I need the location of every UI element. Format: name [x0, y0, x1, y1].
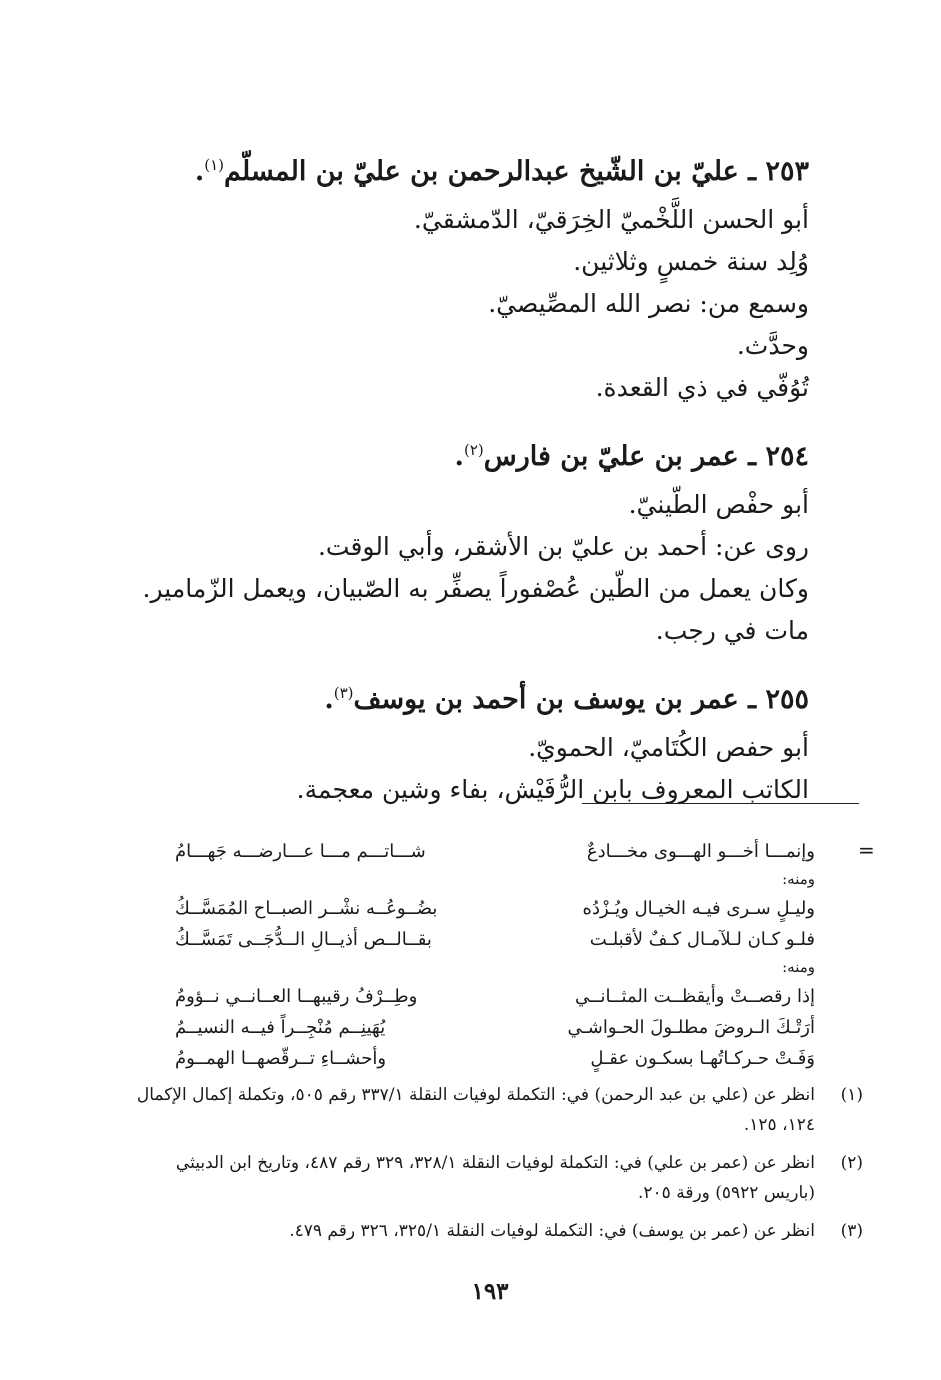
footnote-ref[interactable]: (٢): [463, 441, 484, 459]
entry-line: الكاتب المعروف بابن الرُّفَيْش، بفاء وشين معجمة.: [296, 775, 809, 804]
verse-first-hemistich: فلـو كـان لـلآمـال كـفٌ لأقبلـت: [589, 929, 815, 950]
entry-heading: [119, 138, 809, 199]
verse-first-hemistich: وليـلٍ سـرى فيـه الخيـال ويُـزْدُه: [582, 898, 815, 919]
footnote-separator: [582, 803, 859, 804]
footnote: [133, 1148, 863, 1208]
verse-label: ومنه:: [782, 958, 815, 976]
verse: [175, 893, 815, 924]
entry-line: مات في رجب.: [655, 616, 809, 645]
verse: [175, 836, 815, 867]
verse-first-hemistich: إذا رقصــتْ وأيقظــت المثــانــي: [574, 986, 815, 1007]
verse: [175, 924, 815, 955]
footnote: [133, 1080, 863, 1140]
entry-heading-end: .: [454, 441, 464, 472]
entry-heading: [119, 423, 809, 484]
entry-heading-text: ٢٥٥ ـ عمر بن يوسف بن أحمد بن يوسف: [353, 684, 809, 715]
entry-line: روى عن: أحمد بن عليّ بن الأشقر، وأبي الوقت.: [317, 532, 809, 561]
verse: [175, 1012, 815, 1043]
verse-second-hemistich: شـــاتـــم مـــا عـــارضـــه جَهـــامُ: [175, 841, 426, 862]
entry-255: [119, 666, 809, 811]
verse-second-hemistich: بضُــوعُــه نشْــر الصبــاح المُمَسَّــكُ: [175, 898, 438, 919]
entry-line: تُوُفّي في ذي القعدة.: [595, 373, 809, 402]
biography-entries: [119, 138, 809, 825]
verse: [175, 981, 815, 1012]
entry-heading: [119, 666, 809, 727]
footnote-number: (٢): [840, 1153, 863, 1173]
entry-heading-end: .: [194, 156, 205, 187]
page-number: ١٩٣: [471, 1278, 509, 1305]
verse: [175, 1043, 815, 1074]
verse-second-hemistich: وطِــرْفُ رقيبهــا العــانــي نــؤومُ: [175, 986, 418, 1007]
footnote-text: انظر عن (علي بن عبد الرحمن) في: التكملة لوفيات النقلة ٣٣٧/١ رقم ٥٠٥، وتكملة إكمال الإكمال ١٢٤، ١٢٥.: [136, 1085, 815, 1135]
footnote: [133, 1216, 863, 1246]
verse-second-hemistich: يُهَينِــم مُنْجِــراً فيــه النسيــمُ: [175, 1017, 386, 1038]
continuation-mark: =: [858, 838, 875, 862]
footnote-poetry: [175, 836, 815, 1074]
entry-heading-text: ٢٥٣ ـ عليّ بن الشّيخ عبدالرحمن بن عليّ بن المسلّم: [224, 156, 809, 187]
entry-line: أبو حفص الكُتَاميّ، الحمويّ.: [528, 733, 809, 762]
entry-line: أبو الحسن اللَّخْميّ الخِرَقيّ، الدّمشقيّ.: [413, 205, 809, 234]
footnote-ref[interactable]: (١): [204, 156, 225, 174]
verse-first-hemistich: وإنمـــا أخـــو الهـــوى مخـــادعٌ: [586, 841, 815, 862]
entry-253: [119, 138, 809, 409]
entry-line: وكان يعمل من الطّين عُصْفوراً يصفِّر به الصّبيان، ويعمل الزّمامير.: [142, 574, 809, 603]
verse-label: ومنه:: [782, 870, 815, 888]
footnote-number: (١): [840, 1085, 863, 1105]
footnote-number: (٣): [840, 1221, 863, 1241]
entry-heading-text: ٢٥٤ ـ عمر بن عليّ بن فارس: [483, 441, 809, 472]
entry-line: وسمع من: نصر الله المصِّيصيّ.: [488, 289, 809, 318]
entry-heading-end: .: [324, 684, 334, 715]
footnote-text: انظر عن (عمر بن علي) في: التكملة لوفيات النقلة ٣٢٨/١، ٣٢٩ رقم ٤٨٧، وتاريخ ابن الدبيثي (باريس ٥٩٢٢) ورقة ٢٠٥.: [175, 1153, 815, 1203]
footnote-text: انظر عن (عمر بن يوسف) في: التكملة لوفيات النقلة ٣٢٥/١، ٣٢٦ رقم ٤٧٩.: [289, 1221, 815, 1241]
entry-line: وحدَّث.: [736, 331, 809, 360]
verse-second-hemistich: بقــالــص أذيــالِ الــدُّجَــى تَمَسَّــكُ: [175, 929, 432, 950]
verse-first-hemistich: أرَتْـكَ الـروضَ مطلـولَ الحـواشـي: [567, 1017, 815, 1038]
verse-second-hemistich: وأحشــاءِ تــرقّصهــا الهمــومُ: [175, 1048, 387, 1069]
footnotes: [133, 1080, 863, 1254]
footnote-ref[interactable]: (٣): [333, 684, 354, 702]
entry-line: أبو حفْص الطّينيّ.: [628, 490, 809, 519]
verse-first-hemistich: وَفَـتْ حـركـاتُهـا بسكـون عقـلٍ: [590, 1048, 815, 1069]
entry-254: [119, 423, 809, 652]
entry-line: وُلِد سنة خمسٍ وثلاثين.: [573, 247, 809, 276]
